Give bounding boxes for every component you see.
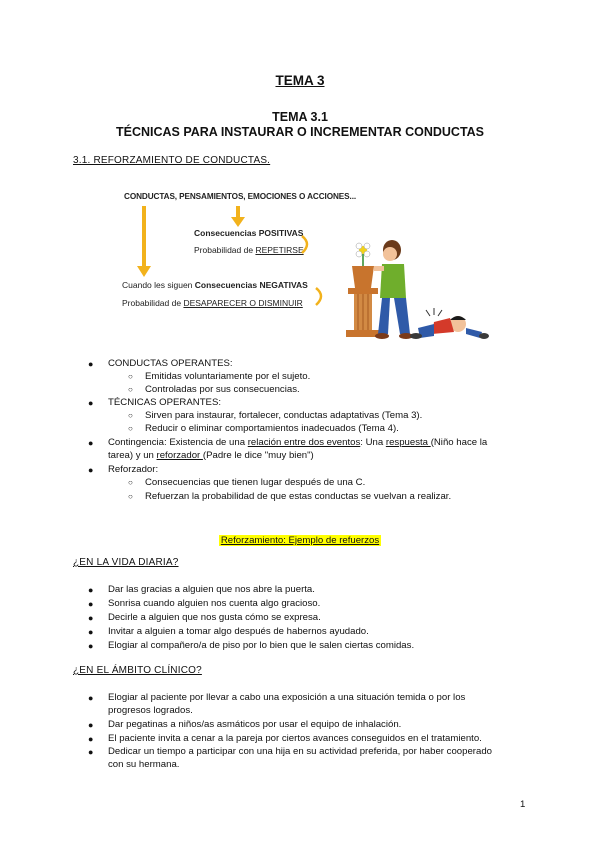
negative-probability: Probabilidad de DESAPARECER O DISMINUIR [122,298,303,308]
page-title: TEMA 3 [275,73,325,88]
list-item-contingencia: Contingencia: Existencia de una relación entre dos eventos: Una respuesta (Niño hace la tarea) y un reforzador (Padre le dice "muy bien") [108,437,488,462]
circle-bullet-icon: ○ [128,492,133,501]
list-item: Sonrisa cuando alguien nos cuenta algo gracioso. [108,598,321,609]
list-item: Invitar a alguien a tomar algo después de habernos ayudado. [108,626,369,637]
subtitle: TEMA 3.1 [272,110,328,124]
positive-probability: Probabilidad de REPETIRSE [194,245,304,255]
cartoon-illustration [330,236,490,346]
diagram-top-label: CONDUCTAS, PENSAMIENTOS, EMOCIONES O ACCIONES... [124,192,357,201]
bullet-icon: ● [88,613,94,623]
curved-arrow-negative [314,286,328,308]
sub-item: Refuerzan la probabilidad de que estas conductas se vuelvan a realizar. [145,491,452,502]
bullet-icon: ● [88,398,94,408]
bullet-icon: ● [88,359,94,369]
bullet-icon: ● [88,693,94,703]
negative-consequences: Cuando les siguen Consecuencias NEGATIVAS [122,280,308,290]
bullet-icon: ● [88,585,94,595]
bullet-icon: ● [88,720,94,730]
down-arrow-short [230,206,246,228]
list-item: Elogiar al compañero/a de piso por lo bien que le salen ciertas comidas. [108,640,415,651]
list-item: Dar pegatinas a niños/as asmáticos por usar el equipo de inhalación. [108,719,402,730]
list-item-operantes: CONDUCTAS OPERANTES: [108,358,233,369]
circle-bullet-icon: ○ [128,372,133,381]
sub-item: Reducir o eliminar comportamientos inadecuados (Tema 4). [145,423,399,434]
sub-item: Consecuencias que tienen lugar después de una C. [145,477,366,488]
example-title: Reforzamiento: Ejemplo de refuerzos [220,535,380,546]
clinico-title: ¿EN EL ÁMBITO CLÍNICO? [73,665,202,676]
list-item: El paciente invita a cenar a la pareja por ciertos avances conseguidos en el tratamiento. [108,733,482,744]
vida-diaria-title: ¿EN LA VIDA DIARIA? [73,557,179,568]
circle-bullet-icon: ○ [128,478,133,487]
down-arrow-long [136,206,152,278]
list-item-tecnicas: TÉCNICAS OPERANTES: [108,397,222,408]
bullet-icon: ● [88,747,94,757]
circle-bullet-icon: ○ [128,411,133,420]
sub-item: Sirven para instaurar, fortalecer, conductas adaptativas (Tema 3). [145,410,423,421]
sub-item: Controladas por sus consecuencias. [145,384,300,395]
circle-bullet-icon: ○ [128,424,133,433]
bullet-icon: ● [88,438,94,448]
circle-bullet-icon: ○ [128,385,133,394]
list-item: Decirle a alguien que nos gusta cómo se expresa. [108,612,321,623]
heading: TÉCNICAS PARA INSTAURAR O INCREMENTAR CONDUCTAS [115,125,485,139]
list-item: Dar las gracias a alguien que nos abre la puerta. [108,584,315,595]
bullet-icon: ● [88,465,94,475]
example-title-wrap [0,530,600,548]
curved-arrow-positive [300,234,314,256]
section-title: 3.1. REFORZAMIENTO DE CONDUCTAS. [73,155,271,166]
bullet-icon: ● [88,734,94,744]
sub-item: Emitidas voluntariamente por el sujeto. [145,371,311,382]
list-item-reforzador: Reforzador: [108,464,159,475]
bullet-icon: ● [88,641,94,651]
bullet-icon: ● [88,627,94,637]
list-item: Elogiar al paciente por llevar a cabo una exposición a una situación temida o por los progresos logrados. [108,692,466,717]
page-number: 1 [520,799,526,810]
list-item: Dedicar un tiempo a participar con una hija en su actividad preferida, por haber cooperado con su hermana. [108,746,492,771]
bullet-icon: ● [88,599,94,609]
positive-consequences: Consecuencias POSITIVAS [194,228,304,238]
